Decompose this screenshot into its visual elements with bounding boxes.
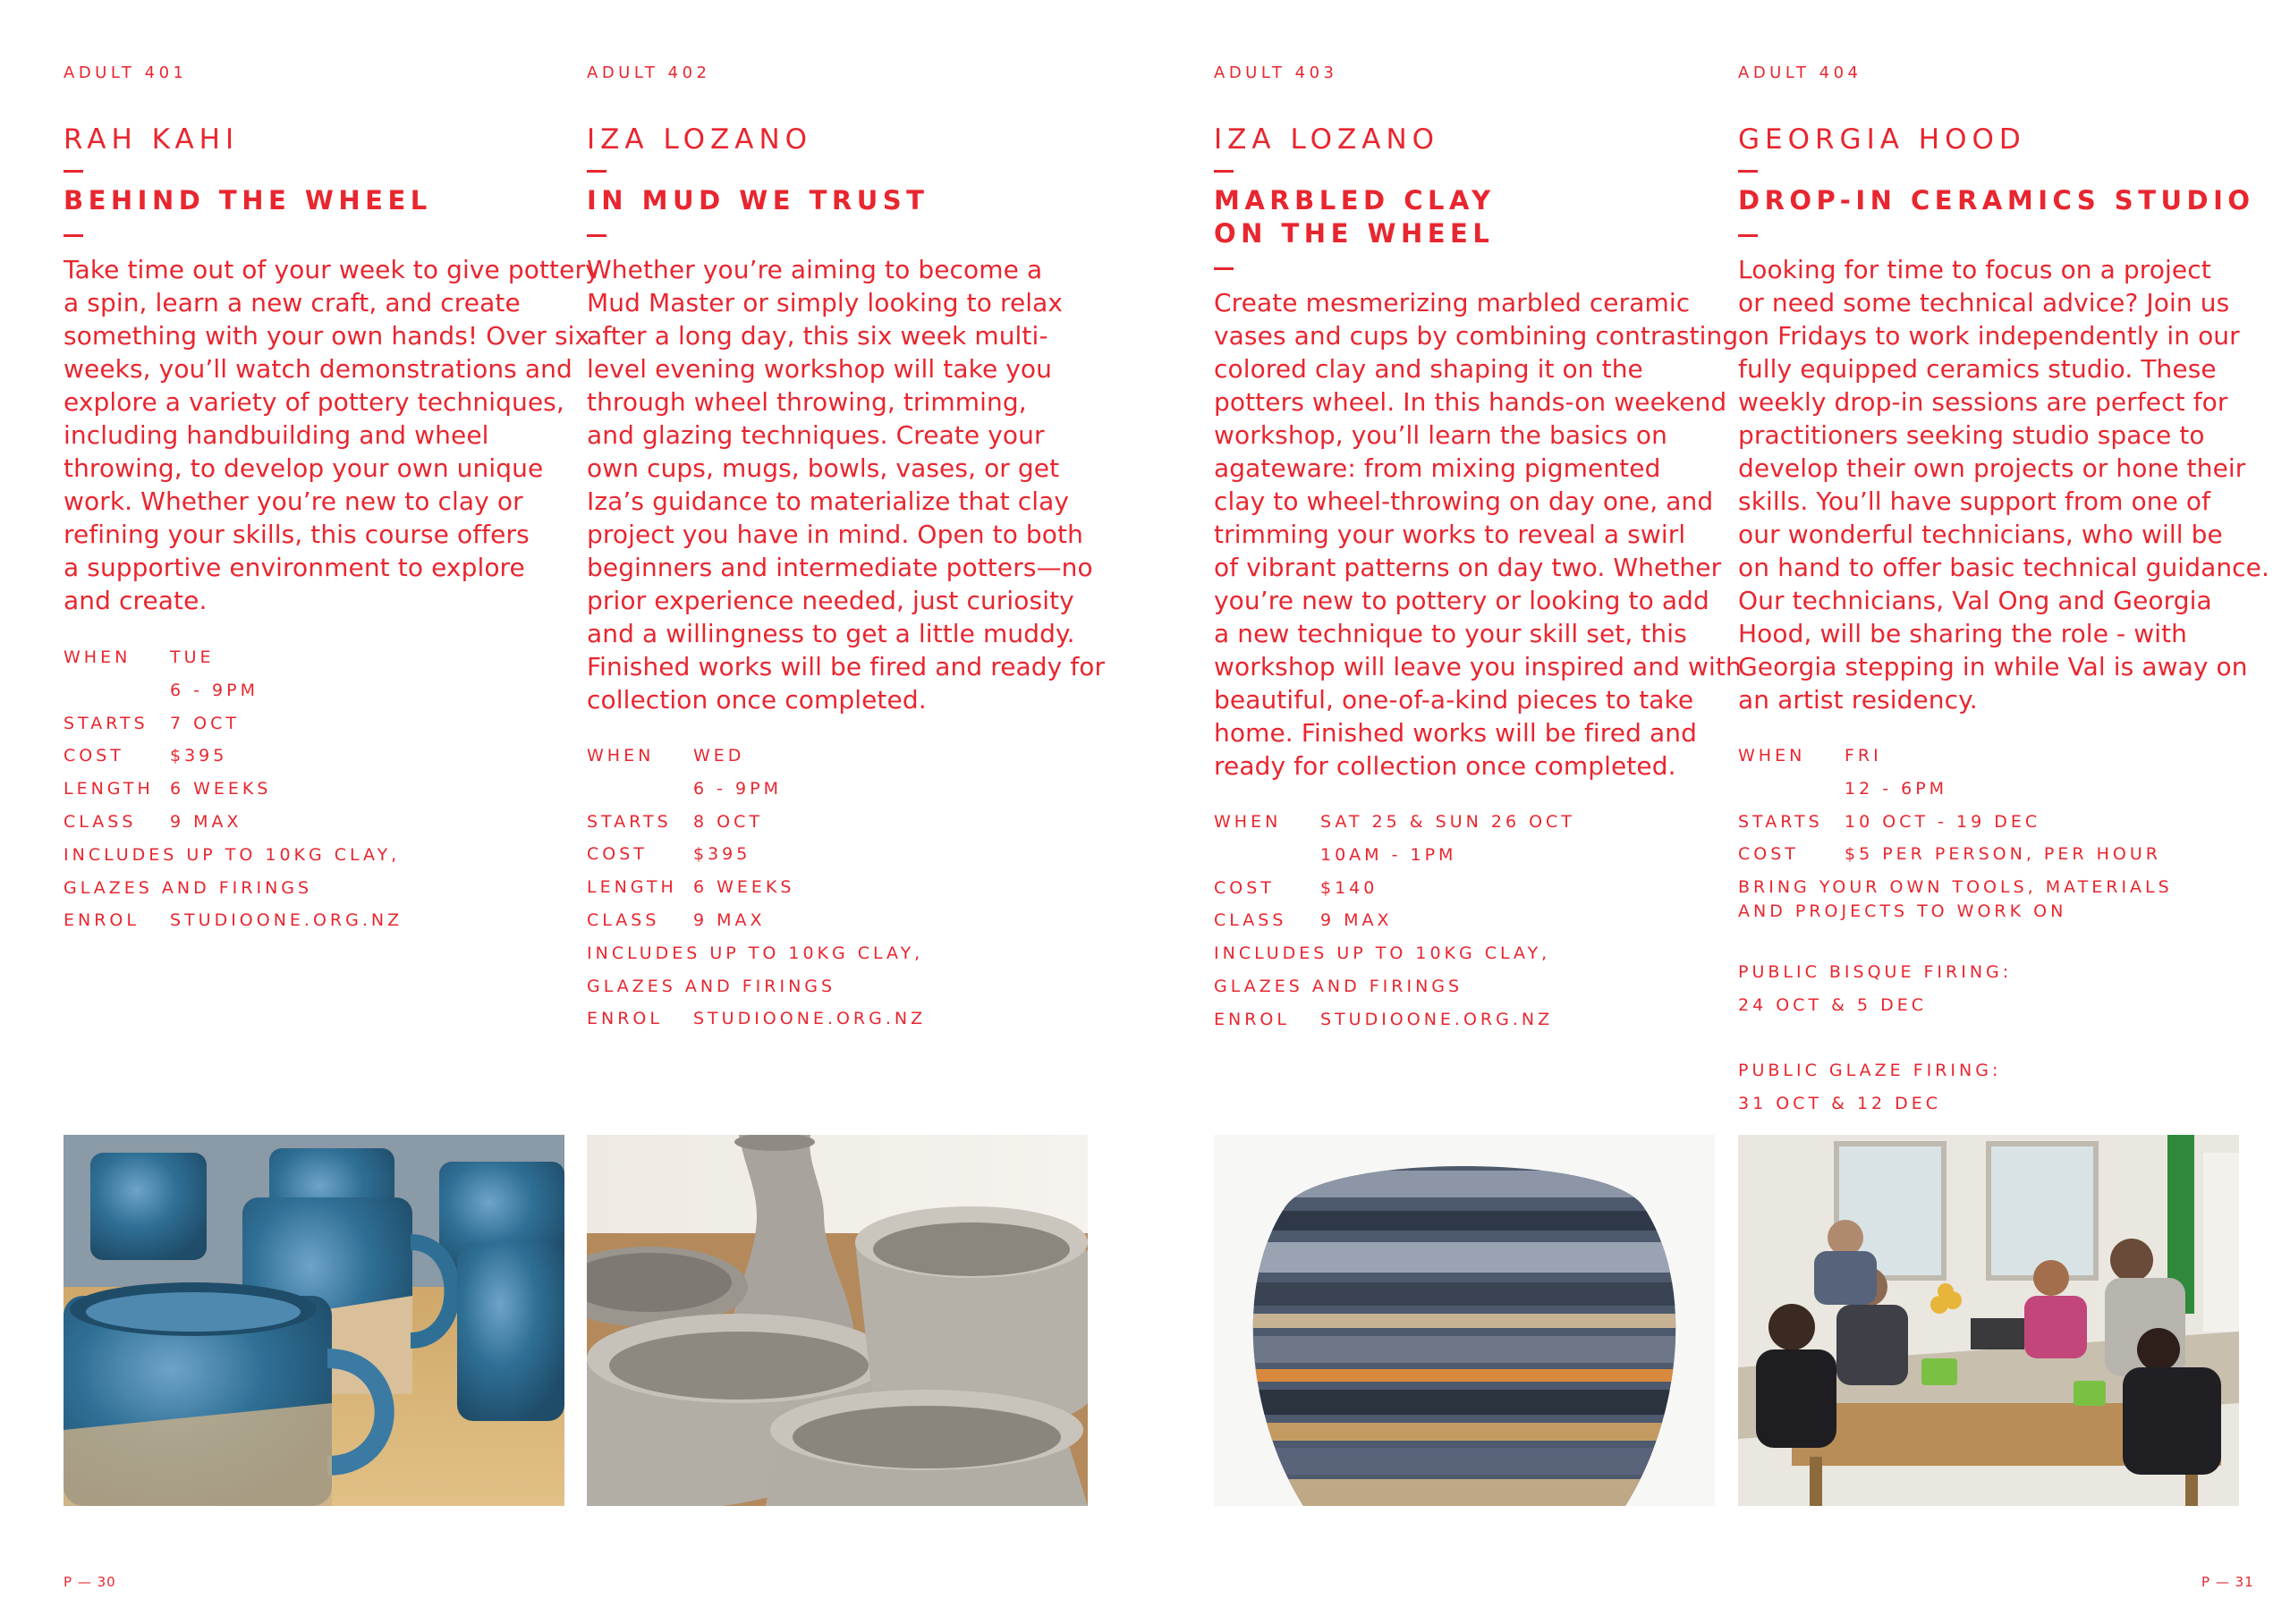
course-description: Create mesmerizing marbled ceramic vases and cups by combining contrasting colored clay and shaping it on the potters wheel. In this hands-on weekend workshop, you’ll learn the basics on agateware: from mixing pigmented clay to wheel-throwing on day one, and trimming your works to reveal a swirl of vibrant patterns on day two. Whether you’re new to pottery or looking to add a new technique to your skill set, this workshop will leave you inspired and with beautiful, one-of-a-kind pieces to take home. Finished works will be fired and ready for collection once completed. [1214, 288, 1742, 781]
includes-line: GLAZES AND FIRINGS [587, 976, 836, 996]
time-row: 10AM - 1PM [1320, 844, 1457, 865]
includes-line: GLAZES AND FIRINGS [64, 877, 313, 898]
bring-note: BRING YOUR OWN TOOLS, MATERIALS AND PROJECTS TO WORK ON [1738, 877, 2173, 922]
course-details [1738, 740, 2173, 1120]
course-code: ADULT 403 [1214, 63, 1338, 82]
starts-row: STARTS 7 OCT [64, 713, 240, 733]
glaze-firing-label: PUBLIC GLAZE FIRING: [1738, 1060, 2002, 1080]
enrol-link[interactable]: STUDIOONE.ORG.NZ [693, 1009, 927, 1029]
divider [1738, 234, 1758, 237]
when-row: WHEN WED [587, 746, 745, 765]
when-row: WHEN FRI [1738, 746, 1882, 765]
enrol-row[interactable]: ENROL STUDIOONE.ORG.NZ [587, 1002, 923, 1036]
when-row: WHEN SAT 25 & SUN 26 OCT [1214, 812, 1575, 832]
course-details [64, 641, 403, 937]
marbled-vessel-photo [1214, 1135, 1715, 1506]
studio-workshop-photo [1738, 1135, 2239, 1506]
course-description: Whether you’re aiming to become a Mud Master or simply looking to relax after a long day, this six week multi- level evening workshop will take you through wheel throwing, trimming, and glazing techniques. Create your own cups, mugs, bowls, vases, or get Iza’s guidance to materialize that clay project you have in mind. Open to both beginners and intermediate potters—no prior experience needed, just curiosity and a willingness to get a little muddy. Finished works will be fired and ready for collection once completed. [587, 255, 1106, 715]
bisque-firing-label: PUBLIC BISQUE FIRING: [1738, 962, 2013, 983]
time-row: 12 - 6PM [1845, 778, 1948, 799]
divider [1738, 170, 1758, 173]
class-row: CLASS 9 MAX [1214, 910, 1393, 931]
tutor-name: IZA LOZANO [587, 123, 813, 156]
divider [1214, 170, 1234, 173]
course-code: ADULT 402 [587, 63, 711, 82]
class-row: CLASS 9 MAX [64, 811, 242, 832]
divider [64, 234, 83, 237]
cost-row: COST $140 [1214, 877, 1378, 898]
tutor-name: GEORGIA HOOD [1738, 123, 2026, 156]
bisque-firing-dates: 24 OCT & 5 DEC [1738, 994, 1927, 1015]
page-number-left: P — 30 [64, 1574, 116, 1590]
course-details [1214, 806, 1575, 1036]
course-title: DROP-IN CERAMICS STUDIO [1738, 185, 2255, 216]
divider [587, 170, 606, 173]
starts-row: STARTS 10 OCT - 19 DEC [1738, 811, 2041, 832]
course-details [587, 740, 927, 1036]
time-row: 6 - 9PM [170, 680, 259, 700]
tutor-name: RAH KAHI [64, 123, 240, 156]
course-description: Take time out of your week to give pottery a spin, learn a new craft, and create something with your own hands! Over six weeks, you’ll watch demonstrations and explore a variety of pottery techniques, including handbuilding and wheel throwing, to develop your own unique work. Whether you’re new to clay or refining your skills, this course offers a supportive environment to explore and create. [64, 255, 600, 615]
class-row: CLASS 9 MAX [587, 909, 766, 930]
starts-row: STARTS 8 OCT [587, 811, 763, 832]
divider [64, 170, 83, 173]
course-title: MARBLED CLAY ON THE WHEEL [1214, 185, 1496, 249]
length-row: LENGTH 6 WEEKS [64, 779, 272, 799]
divider [1214, 267, 1234, 270]
includes-line: INCLUDES UP TO 10KG CLAY, [1214, 943, 1551, 964]
course-code: ADULT 404 [1738, 63, 1862, 82]
course-code: ADULT 401 [64, 63, 188, 82]
divider [587, 234, 606, 237]
course-description: Looking for time to focus on a project or need some technical advice? Join us on Fridays to work independently in our fully equipped ceramics studio. These weekly drop-in sessions are perfect for practitioners seeking studio space to develop their own projects or hone their skills. You’ll have support from one of our wonderful technicians, who will be on hand to offer basic technical guidance. Our technicians, Val Ong and Georgia Hood, will be sharing the role - with Georgia stepping in while Val is away on an artist residency. [1738, 255, 2269, 715]
enrol-row[interactable]: ENROL STUDIOONE.ORG.NZ [64, 904, 400, 937]
includes-line: INCLUDES UP TO 10KG CLAY, [64, 844, 401, 865]
includes-line: GLAZES AND FIRINGS [1214, 976, 1463, 996]
enrol-link[interactable]: STUDIOONE.ORG.NZ [1320, 1009, 1554, 1029]
cost-row: COST $395 [587, 844, 751, 865]
glaze-firing-dates: 31 OCT & 12 DEC [1738, 1093, 1942, 1113]
course-title: BEHIND THE WHEEL [64, 185, 432, 216]
enrol-row[interactable]: ENROL STUDIOONE.ORG.NZ [1214, 1003, 1550, 1036]
time-row: 6 - 9PM [693, 778, 782, 799]
cost-row: COST $395 [64, 746, 228, 766]
page-number-right: P — 31 [2201, 1574, 2254, 1590]
when-row: WHEN TUE [64, 647, 215, 667]
enrol-link[interactable]: STUDIOONE.ORG.NZ [170, 910, 403, 931]
blue-glazed-mugs-photo [64, 1135, 564, 1506]
includes-line: INCLUDES UP TO 10KG CLAY, [587, 943, 924, 963]
length-row: LENGTH 6 WEEKS [587, 877, 795, 898]
tutor-name: IZA LOZANO [1214, 123, 1440, 156]
grey-bowls-and-vase-photo [587, 1135, 1088, 1506]
cost-row: COST $5 PER PERSON, PER HOUR [1738, 844, 2161, 865]
course-title: IN MUD WE TRUST [587, 185, 929, 216]
